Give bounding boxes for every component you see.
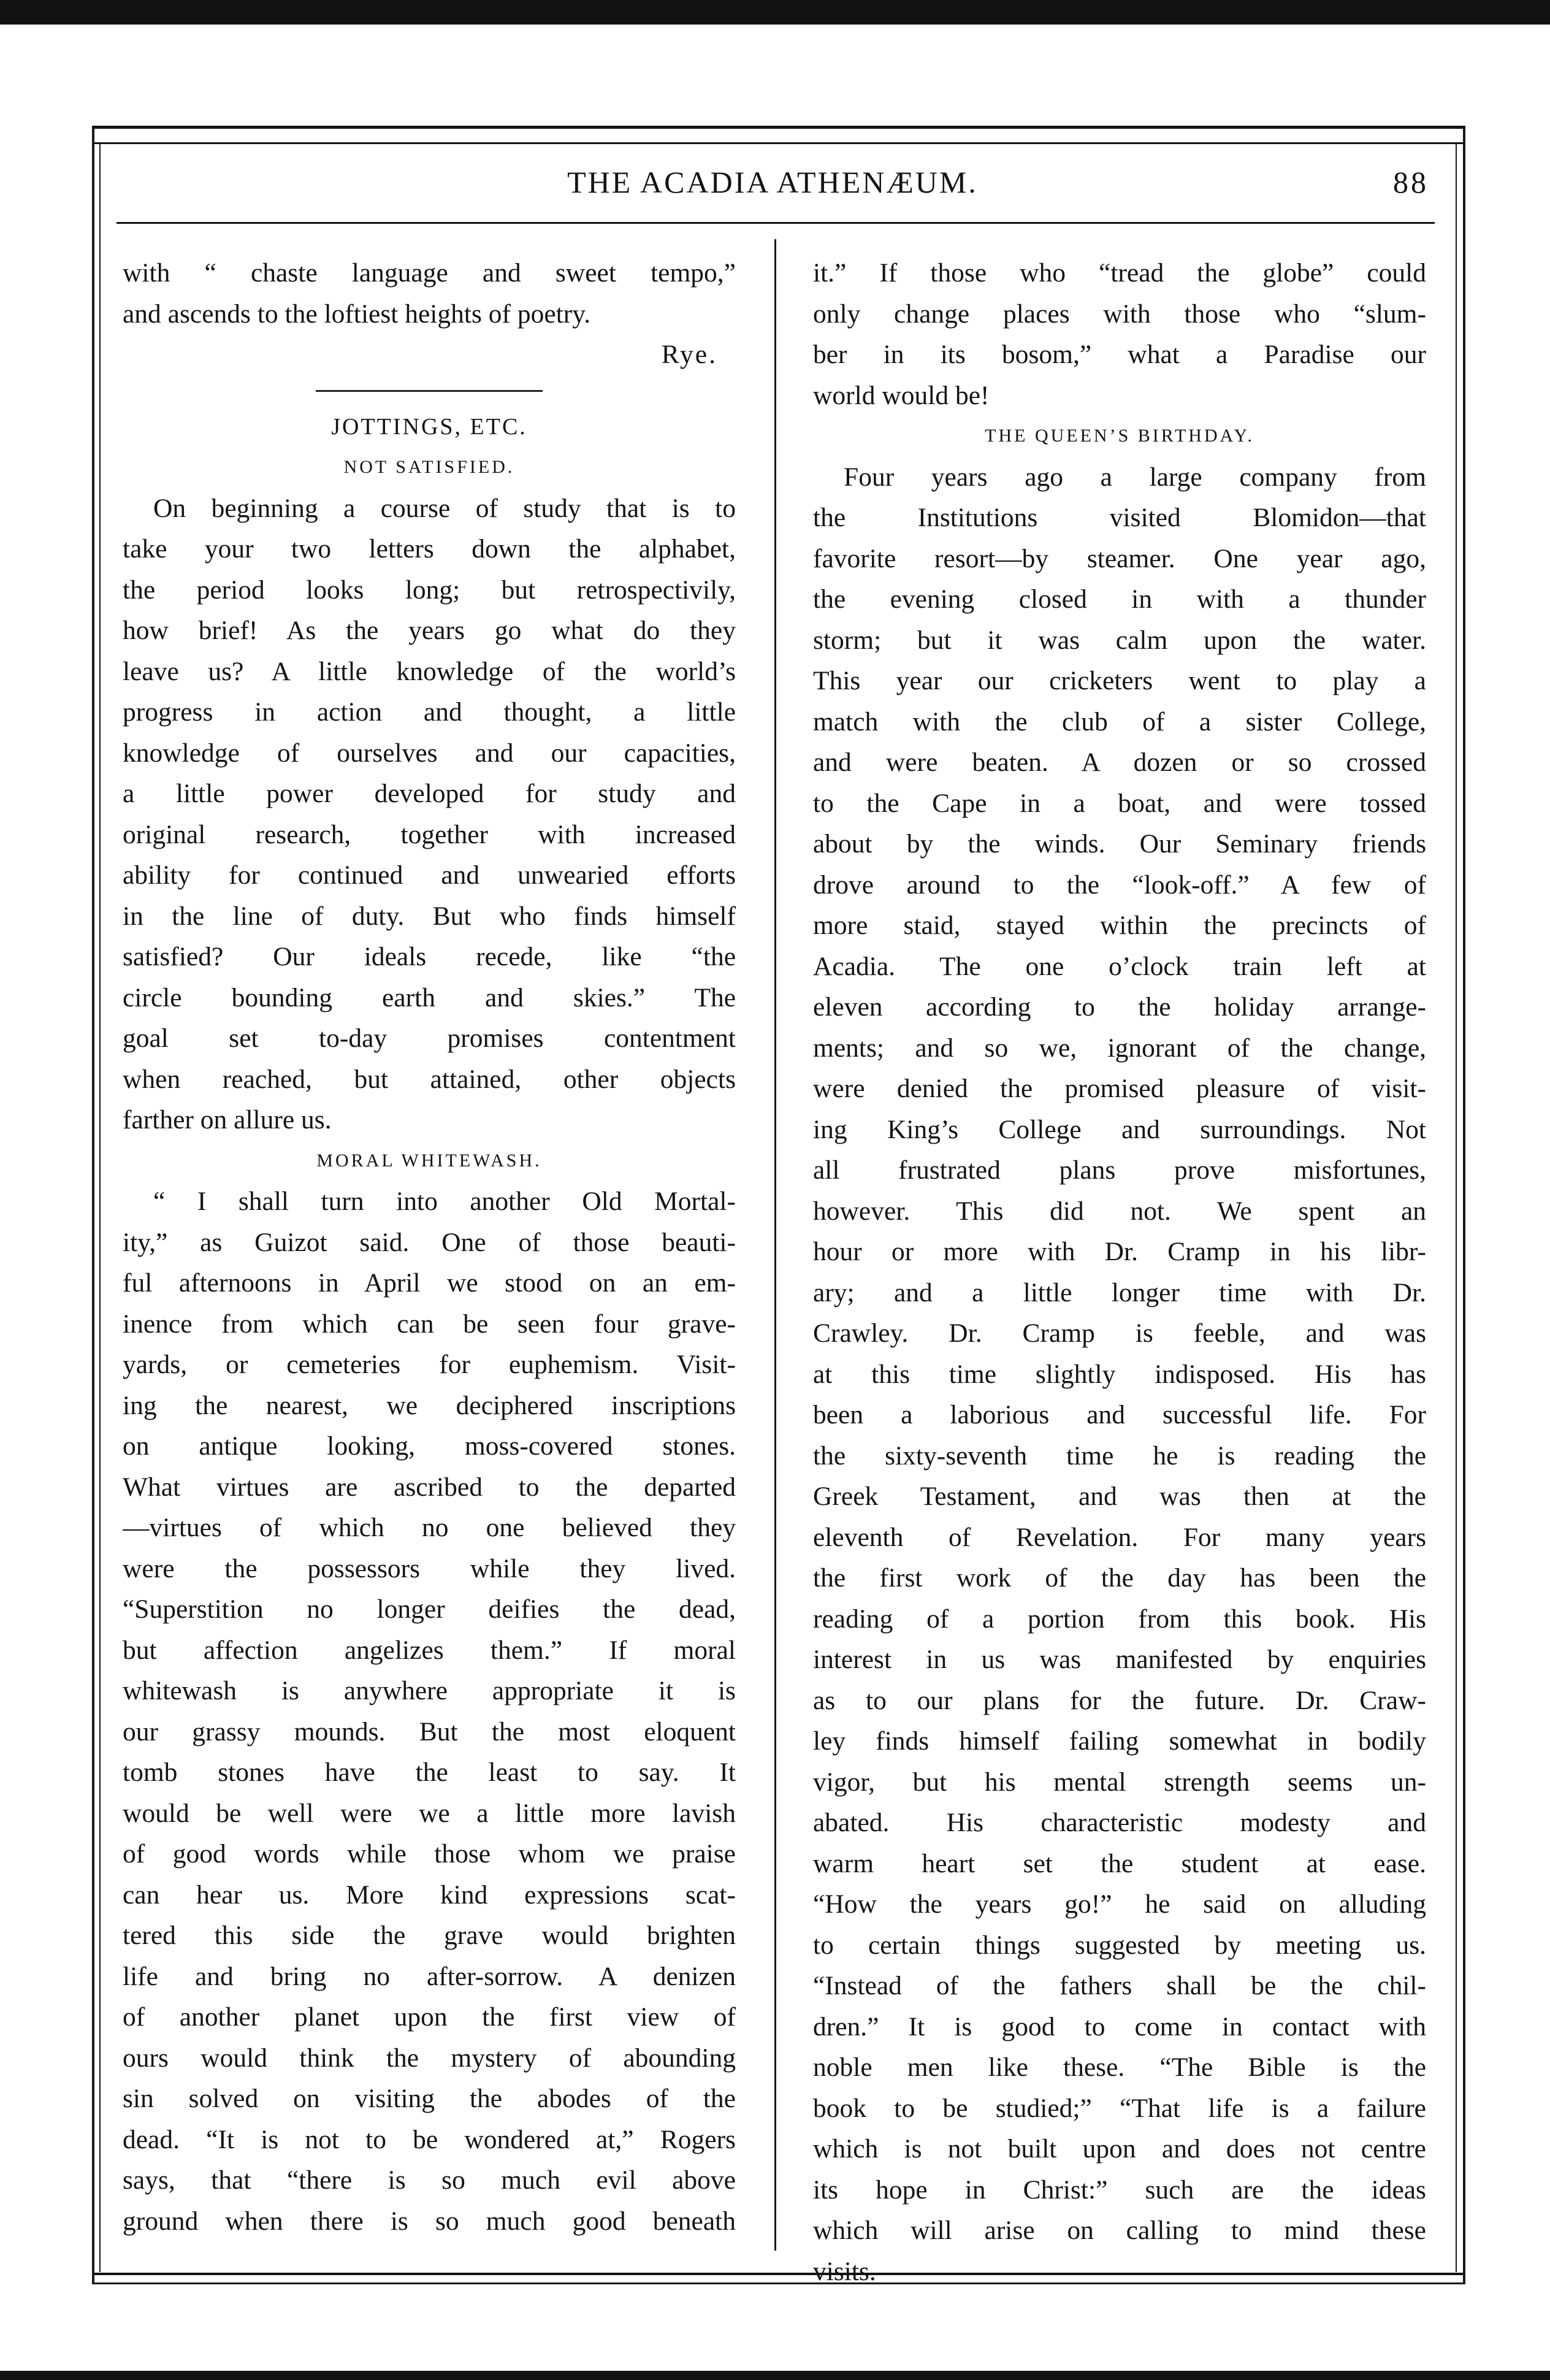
text-line: it.” If those who “tread the globe” could [813,258,1426,288]
text-line: were denied the promised pleasure of visit- [813,1074,1426,1103]
text-line: ing King’s College and surroundings. Not [813,1114,1426,1144]
text-line: ley finds himself failing somewhat in bodily [813,1726,1426,1756]
text-line: a little power developed for study and [123,779,736,808]
text-line: drove around to the “look-off.” A few of [813,870,1426,900]
header-rule [116,222,1435,224]
right-column [813,253,1426,2292]
text-line: Four years ago a large company from [844,462,1426,492]
text-line: of another planet upon the first view of [123,2002,736,2032]
text-line: take your two letters down the alphabet, [123,534,736,564]
text-line: inence from which can be seen four grave- [123,1309,736,1339]
left-column [123,253,736,2241]
text-line: the sixty-seventh time he is reading the [813,1441,1426,1471]
text-line: ary; and a little longer time with Dr. [813,1277,1426,1307]
text-line: of good words while those whom we praise [123,1839,736,1869]
text-line: “ I shall turn into another Old Mortal- [153,1187,736,1216]
text-line: but affection angelizes them.” If moral [123,1635,736,1665]
subsection-title: THE QUEEN’S BIRTHDAY. [985,426,1254,446]
bottom-edge-bar [0,2371,1550,2380]
text-line: original research, together with increased [123,819,736,849]
text-line: the Institutions visited Blomidon—that [813,503,1426,532]
text-line: eleventh of Revelation. For many years [813,1522,1426,1552]
text-line: Acadia. The one o’clock train left at [813,951,1426,981]
text-line: the first work of the day has been the [813,1563,1426,1593]
text-line: noble men like these. “The Bible is the [813,2053,1426,2082]
text-line: ber in its bosom,” what a Paradise our [813,340,1426,369]
text-line: satisfied? Our ideals recede, like “the [123,942,736,971]
subsection-title: NOT SATISFIED. [343,457,515,477]
text-line: abated. His characteristic modesty and [813,1808,1426,1837]
text-line: how brief! As the years go what do they [123,616,736,645]
text-line: visits. [813,2256,876,2286]
text-line: tered this side the grave would brighten [123,1921,736,1950]
text-line: can hear us. More kind expressions scat- [123,1880,736,1910]
text-line: with “ chaste language and sweet tempo,” [123,258,736,288]
text-line: dren.” It is good to come in contact with [813,2011,1426,2041]
text-line: only change places with those who “slum- [813,299,1426,329]
signature: Rye. [661,340,717,369]
text-line: whitewash is anywhere appropriate it is [123,1676,736,1705]
text-line: hour or more with Dr. Cramp in his libr- [813,1237,1426,1266]
text-line: eleven according to the holiday arrange- [813,992,1426,1022]
text-line: our grassy mounds. But the most eloquent [123,1716,736,1747]
text-line: the evening closed in with a thunder [813,584,1426,614]
text-line: What virtues are ascribed to the departed [123,1472,736,1502]
text-line: ing the nearest, we deciphered inscriptions [123,1390,736,1420]
text-line: and were beaten. A dozen or so crossed [813,748,1426,777]
text-line: Crawley. Dr. Cramp is feeble, and was [813,1318,1426,1348]
text-line: to certain things suggested by meeting us. [813,1930,1426,1960]
text-line: Greek Testament, and was then at the [813,1482,1426,1511]
text-line: ours would think the mystery of abounding [123,2043,736,2073]
text-line: yards, or cemeteries for euphemism. Visit- [123,1350,736,1379]
text-line: its hope in Christ:” such are the ideas [813,2175,1426,2205]
text-line: to the Cape in a boat, and were tossed [813,788,1426,818]
text-line: farther on allure us. [123,1105,332,1135]
text-line: book to be studied;” “That life is a failure [813,2093,1426,2123]
page-number: 88 [1393,165,1429,199]
frame-right-border-inner [1456,144,1457,2272]
frame-left-border [92,129,94,2284]
text-line: which will arise on calling to mind these [813,2216,1426,2245]
column-divider [774,239,776,2251]
text-line: ity,” as Guizot said. One of those beauti- [123,1227,736,1257]
text-line: —virtues of which no one believed they [123,1513,736,1542]
section-rule [316,390,543,392]
text-line: the period looks long; but retrospectivily, [123,575,736,605]
text-line: “How the years go!” he said on alluding [813,1889,1426,1919]
text-line: knowledge of ourselves and our capacities, [123,738,736,768]
running-header [98,164,1447,207]
frame-top-rule-inner [92,142,1465,144]
text-line: at this time slightly indisposed. His has [813,1359,1426,1389]
text-line: reading of a portion from this book. His [813,1604,1426,1634]
text-line: all frustrated plans prove misfortunes, [813,1155,1426,1185]
frame-left-border-inner [99,144,101,2272]
text-line: life and bring no after-sorrow. A denizen [123,1961,736,1991]
text-line: tomb stones have the least to say. It [123,1758,736,1787]
text-line: ful afternoons in April we stood on an em- [123,1268,736,1298]
text-line: goal set to-day promises contentment [123,1024,736,1053]
text-line: progress in action and thought, a little [123,697,736,727]
text-line: warm heart set the student at ease. [813,1848,1426,1878]
text-line: “Superstition no longer deifies the dead, [123,1594,736,1624]
subsection-title: MORAL WHITEWASH. [316,1150,542,1171]
text-line: more staid, stayed within the precincts of [813,911,1426,940]
text-line: ments; and so we, ignorant of the change, [813,1033,1426,1063]
frame-right-border [1463,129,1465,2284]
text-line: sin solved on visiting the abodes of the [123,2084,736,2113]
text-line: however. This did not. We spent an [813,1196,1426,1226]
text-line: ability for continued and unwearied efforts [123,860,736,890]
top-edge-bar [0,0,1550,25]
text-line: leave us? A little knowledge of the world’s [123,656,736,686]
text-line: match with the club of a sister College, [813,706,1426,737]
section-title: JOTTINGS, ETC. [331,413,527,440]
text-line: dead. “It is not to be wondered at,” Rogers [123,2124,736,2154]
text-line: favorite resort—by steamer. One year ago, [813,543,1426,573]
text-line: world would be! [813,380,990,410]
text-line: This year our cricketers went to play a [813,666,1426,695]
text-line: been a laborious and successful life. For [813,1400,1426,1429]
text-line: on antique looking, moss-covered stones. [123,1431,736,1461]
journal-title: THE ACADIA ATHENÆUM. [567,165,978,199]
text-line: were the possessors while they lived. [123,1553,736,1583]
text-line: vigor, but his mental strength seems un- [813,1767,1426,1797]
text-line: says, that “there is so much evil above [123,2165,736,2195]
text-line: “Instead of the fathers shall be the chil- [813,1971,1426,2000]
text-line: storm; but it was calm upon the water. [813,625,1426,655]
text-line: about by the winds. Our Seminary friends [813,829,1426,859]
text-line: when reached, but attained, other objects [123,1064,736,1094]
text-line: in the line of duty. But who finds himself [123,901,736,931]
text-line: ground when there is so much good beneath [123,2206,736,2236]
text-line: as to our plans for the future. Dr. Craw- [813,1685,1426,1715]
frame-top-rule [92,126,1465,129]
text-line: circle bounding earth and skies.” The [123,982,736,1012]
text-line: and ascends to the loftiest heights of poetry. [123,299,591,329]
text-line: interest in us was manifested by enquiries [813,1645,1426,1674]
text-line: On beginning a course of study that is to [153,493,736,523]
text-line: would be well were we a little more lavish [123,1798,736,1828]
text-line: which is not built upon and does not centre [813,2134,1426,2164]
